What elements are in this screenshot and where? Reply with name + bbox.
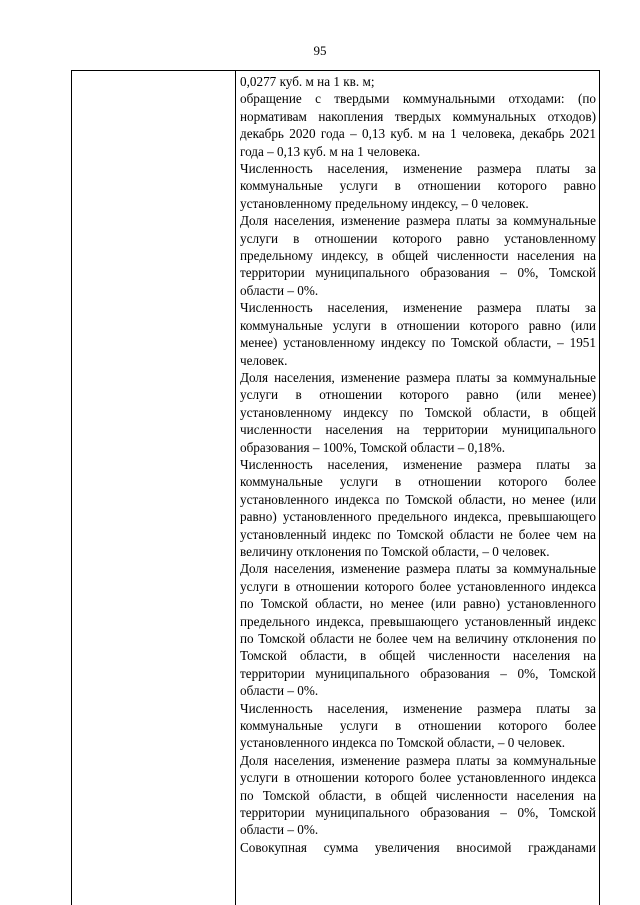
paragraph-total-increase: Совокупная сумма увеличения вносимой гражданами — [240, 839, 596, 855]
paragraph-area-norm: 0,0277 куб. м на 1 кв. м; — [240, 74, 375, 89]
paragraph-share-below-index: Доля населения, изменение размера платы за коммунальные услуги в отношении которого равно (или менее) установленному индексу по Томской области, в общей численности населения на территории муниципального образования – 100%, Томской области – 0,18%. — [240, 369, 596, 455]
table-left-cell — [72, 71, 235, 905]
paragraph-population-within-deviation: Численность населения, изменение размера платы за коммунальные услуги в отношении которого более установленного индекса по Томской области, но менее (или равно) установленного предельного индекса, превышающего установленный индекс по Томской области не более чем на величину отклонения по Томской области, – 0 человек. — [240, 456, 596, 559]
table-right-cell — [240, 73, 596, 856]
paragraph-share-equal-limit: Доля населения, изменение размера платы за коммунальные услуги в отношении которого равно установленному предельному индексу, в общей численности населения на территории муниципального образования – 0%, Томской области – 0%. — [240, 213, 596, 298]
paragraph-share-within-deviation: Доля населения, изменение размера платы за коммунальные услуги в отношении которого более установленного индекса по Томской области, но менее (или равно) установленного предельного индекса, превышающего установленный индекс по Томской области не более чем на величину отклонения по Томской области, в общей численности населения на территории муниципального образования – 0%, Томской области – 0%. — [240, 561, 596, 699]
column-divider — [235, 71, 236, 905]
paragraph-population-above-index: Численность населения, изменение размера платы за коммунальные услуги в отношении которого более установленного индекса по Томской области, – 0 человек. — [240, 700, 596, 751]
paragraph-waste-norm: обращение с твердыми коммунальными отходами: (по нормативам накопления твердых коммунальных отходов) декабрь 2020 года – 0,13 куб. м на 1 человека, декабрь 2021 года – 0,13 куб. м на 1 человека. — [240, 91, 596, 159]
paragraph-population-below-index: Численность населения, изменение размера платы за коммунальные услуги в отношении которого равно (или менее) установленному индексу по Томской области, – 1951 человек. — [240, 300, 596, 368]
page-number: 95 — [313, 43, 327, 58]
document-table — [71, 70, 600, 905]
paragraph-population-equal-limit: Численность населения, изменение размера платы за коммунальные услуги в отношении которого равно установленному предельному индексу, – 0 человек. — [240, 161, 596, 211]
paragraph-share-above-index: Доля населения, изменение размера платы за коммунальные услуги в отношении которого более установленного индекса по Томской области, в общей численности населения на территории муниципального образования – 0%, Томской области – 0%. — [240, 752, 596, 838]
